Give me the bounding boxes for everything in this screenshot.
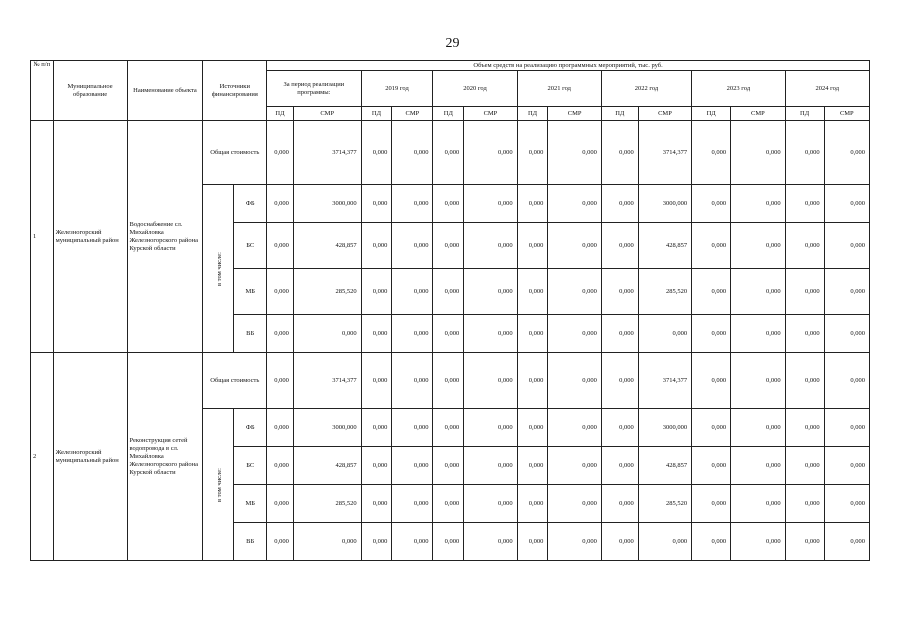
value-cell: 0,000 — [464, 269, 517, 315]
subheader-smr: СМР — [548, 107, 601, 121]
subheader-pd: ПД — [433, 107, 464, 121]
value-cell: 0,000 — [267, 269, 294, 315]
value-cell: 0,000 — [361, 121, 392, 185]
value-cell: 0,000 — [267, 121, 294, 185]
value-cell: 0,000 — [464, 353, 517, 409]
value-cell: 0,000 — [548, 353, 601, 409]
value-cell: 0,000 — [731, 409, 785, 447]
value-cell: 3000,000 — [293, 409, 361, 447]
value-cell: 0,000 — [267, 185, 294, 223]
value-cell: 0,000 — [601, 485, 638, 523]
value-cell: 0,000 — [824, 269, 869, 315]
value-cell: 0,000 — [601, 223, 638, 269]
value-cell: 0,000 — [824, 523, 869, 561]
value-cell: 0,000 — [601, 353, 638, 409]
value-cell: 0,000 — [392, 409, 433, 447]
value-cell: 0,000 — [392, 315, 433, 353]
header-volume: Объем средств на реализацию программных мероприятий, тыс. руб. — [267, 61, 870, 71]
value-cell: 0,000 — [548, 447, 601, 485]
value-cell: 0,000 — [548, 485, 601, 523]
subheader-pd: ПД — [361, 107, 392, 121]
value-cell: 0,000 — [824, 185, 869, 223]
row-num: 1 — [31, 121, 54, 353]
value-cell: 0,000 — [517, 447, 548, 485]
value-cell: 0,000 — [267, 315, 294, 353]
value-cell: 3000,000 — [638, 409, 691, 447]
subheader-smr: СМР — [824, 107, 869, 121]
value-cell: 0,000 — [548, 185, 601, 223]
value-cell: 0,000 — [601, 269, 638, 315]
value-cell: 0,000 — [464, 447, 517, 485]
value-cell: 0,000 — [361, 485, 392, 523]
source-code: БС — [234, 447, 267, 485]
source-code: ВБ — [234, 315, 267, 353]
value-cell: 0,000 — [361, 353, 392, 409]
value-cell: 0,000 — [548, 315, 601, 353]
value-cell: 3714,377 — [293, 121, 361, 185]
source-code: БС — [234, 223, 267, 269]
value-cell: 0,000 — [293, 523, 361, 561]
value-cell: 0,000 — [517, 485, 548, 523]
value-cell: 0,000 — [464, 315, 517, 353]
value-cell: 0,000 — [267, 409, 294, 447]
page-number: 29 — [445, 36, 460, 51]
value-cell: 0,000 — [517, 185, 548, 223]
value-cell: 0,000 — [361, 447, 392, 485]
value-cell: 0,000 — [392, 185, 433, 223]
value-cell: 0,000 — [785, 185, 824, 223]
value-cell: 0,000 — [267, 447, 294, 485]
value-cell: 0,000 — [601, 121, 638, 185]
value-cell: 0,000 — [433, 485, 464, 523]
value-cell: 0,000 — [785, 353, 824, 409]
in-total-label: в том числе: — [216, 467, 224, 502]
value-cell: 0,000 — [517, 523, 548, 561]
value-cell: 0,000 — [464, 523, 517, 561]
source-code: МБ — [234, 485, 267, 523]
value-cell: 0,000 — [464, 223, 517, 269]
period-header: 2024 год — [785, 71, 869, 107]
value-cell: 0,000 — [731, 315, 785, 353]
source-code: ФБ — [234, 409, 267, 447]
value-cell: 3000,000 — [638, 185, 691, 223]
value-cell: 0,000 — [692, 485, 731, 523]
period-header: 2020 год — [433, 71, 517, 107]
value-cell: 0,000 — [293, 315, 361, 353]
value-cell: 0,000 — [785, 223, 824, 269]
source-code: ФБ — [234, 185, 267, 223]
value-cell: 285,520 — [293, 269, 361, 315]
value-cell: 0,000 — [785, 485, 824, 523]
value-cell: 0,000 — [692, 121, 731, 185]
value-cell: 0,000 — [433, 353, 464, 409]
table-row — [31, 121, 870, 185]
value-cell: 0,000 — [433, 523, 464, 561]
subheader-pd: ПД — [785, 107, 824, 121]
value-cell: 3714,377 — [638, 353, 691, 409]
value-cell: 0,000 — [392, 223, 433, 269]
value-cell: 0,000 — [731, 353, 785, 409]
value-cell: 285,520 — [638, 269, 691, 315]
total-label: Общая стоимость — [203, 353, 267, 409]
value-cell: 0,000 — [731, 185, 785, 223]
value-cell: 0,000 — [692, 269, 731, 315]
value-cell: 0,000 — [785, 121, 824, 185]
value-cell: 0,000 — [361, 409, 392, 447]
value-cell: 0,000 — [785, 523, 824, 561]
value-cell: 0,000 — [548, 121, 601, 185]
total-label: Общая стоимость — [203, 121, 267, 185]
value-cell: 0,000 — [267, 485, 294, 523]
period-header: 2023 год — [692, 71, 785, 107]
value-cell: 0,000 — [601, 315, 638, 353]
value-cell: 0,000 — [692, 447, 731, 485]
value-cell: 0,000 — [824, 353, 869, 409]
subheader-smr: СМР — [638, 107, 691, 121]
row-num: 2 — [31, 353, 54, 561]
value-cell: 0,000 — [517, 353, 548, 409]
value-cell: 0,000 — [548, 523, 601, 561]
row-municipality: Железногорский муниципальный район — [53, 121, 127, 353]
value-cell: 0,000 — [638, 523, 691, 561]
value-cell: 0,000 — [392, 121, 433, 185]
value-cell: 0,000 — [361, 315, 392, 353]
in-total-label-cell — [203, 409, 234, 561]
header-municipality: Муниципальное образование — [53, 61, 127, 121]
value-cell: 0,000 — [731, 223, 785, 269]
value-cell: 3714,377 — [638, 121, 691, 185]
value-cell: 0,000 — [692, 409, 731, 447]
value-cell: 0,000 — [785, 315, 824, 353]
value-cell: 0,000 — [638, 315, 691, 353]
period-header: 2022 год — [601, 71, 691, 107]
value-cell: 0,000 — [692, 223, 731, 269]
subheader-smr: СМР — [464, 107, 517, 121]
subheader-smr: СМР — [293, 107, 361, 121]
value-cell: 0,000 — [433, 447, 464, 485]
header-sources: Источники финансирования — [203, 61, 267, 121]
value-cell: 0,000 — [392, 447, 433, 485]
value-cell: 0,000 — [785, 447, 824, 485]
value-cell: 0,000 — [785, 269, 824, 315]
value-cell: 0,000 — [267, 523, 294, 561]
value-cell: 0,000 — [601, 447, 638, 485]
subheader-pd: ПД — [517, 107, 548, 121]
in-total-label: в том числе: — [216, 251, 224, 286]
value-cell: 0,000 — [433, 185, 464, 223]
value-cell: 0,000 — [361, 269, 392, 315]
value-cell: 0,000 — [785, 409, 824, 447]
value-cell: 0,000 — [392, 353, 433, 409]
value-cell: 0,000 — [517, 269, 548, 315]
value-cell: 0,000 — [548, 269, 601, 315]
value-cell: 0,000 — [692, 185, 731, 223]
value-cell: 428,857 — [293, 447, 361, 485]
financing-table — [30, 60, 870, 561]
value-cell: 0,000 — [601, 185, 638, 223]
value-cell: 285,520 — [638, 485, 691, 523]
value-cell: 0,000 — [433, 121, 464, 185]
value-cell: 0,000 — [692, 315, 731, 353]
value-cell: 0,000 — [464, 409, 517, 447]
table-row — [31, 353, 870, 409]
value-cell: 0,000 — [548, 223, 601, 269]
subheader-pd: ПД — [601, 107, 638, 121]
row-municipality: Железногорский муниципальный район — [53, 353, 127, 561]
value-cell: 0,000 — [517, 121, 548, 185]
value-cell: 0,000 — [433, 315, 464, 353]
row-object: Реконструкция сетей водопровода в сл. Михайловка Железногорского района Курской области — [127, 353, 203, 561]
value-cell: 0,000 — [392, 269, 433, 315]
value-cell: 0,000 — [692, 353, 731, 409]
value-cell: 0,000 — [601, 409, 638, 447]
value-cell: 428,857 — [638, 223, 691, 269]
value-cell: 3000,000 — [293, 185, 361, 223]
subheader-smr: СМР — [392, 107, 433, 121]
value-cell: 0,000 — [731, 121, 785, 185]
value-cell: 0,000 — [464, 185, 517, 223]
value-cell: 0,000 — [517, 223, 548, 269]
value-cell: 0,000 — [731, 447, 785, 485]
header-num: № п/п — [31, 61, 54, 121]
value-cell: 428,857 — [293, 223, 361, 269]
value-cell: 0,000 — [731, 523, 785, 561]
value-cell: 0,000 — [731, 269, 785, 315]
value-cell: 0,000 — [824, 409, 869, 447]
value-cell: 0,000 — [517, 409, 548, 447]
source-code: МБ — [234, 269, 267, 315]
value-cell: 0,000 — [824, 485, 869, 523]
value-cell: 0,000 — [464, 485, 517, 523]
table-body — [31, 61, 870, 561]
value-cell: 0,000 — [548, 409, 601, 447]
value-cell: 0,000 — [692, 523, 731, 561]
subheader-smr: СМР — [731, 107, 785, 121]
value-cell: 0,000 — [517, 315, 548, 353]
value-cell: 0,000 — [433, 223, 464, 269]
value-cell: 3714,377 — [293, 353, 361, 409]
value-cell: 0,000 — [601, 523, 638, 561]
value-cell: 0,000 — [267, 353, 294, 409]
value-cell: 0,000 — [824, 315, 869, 353]
value-cell: 0,000 — [267, 223, 294, 269]
value-cell: 0,000 — [361, 523, 392, 561]
header-object: Наименование объекта — [127, 61, 203, 121]
value-cell: 0,000 — [464, 121, 517, 185]
value-cell: 0,000 — [433, 269, 464, 315]
value-cell: 0,000 — [361, 185, 392, 223]
value-cell: 285,520 — [293, 485, 361, 523]
row-object: Водоснабжение сл. Михайловка Железногорского района Курской области — [127, 121, 203, 353]
period-header: За период реализации программы: — [267, 71, 361, 107]
value-cell: 0,000 — [824, 447, 869, 485]
period-header: 2019 год — [361, 71, 433, 107]
subheader-pd: ПД — [692, 107, 731, 121]
value-cell: 0,000 — [824, 121, 869, 185]
subheader-pd: ПД — [267, 107, 294, 121]
period-header: 2021 год — [517, 71, 601, 107]
value-cell: 0,000 — [824, 223, 869, 269]
value-cell: 428,857 — [638, 447, 691, 485]
value-cell: 0,000 — [731, 485, 785, 523]
source-code: ВБ — [234, 523, 267, 561]
value-cell: 0,000 — [392, 523, 433, 561]
value-cell: 0,000 — [361, 223, 392, 269]
value-cell: 0,000 — [433, 409, 464, 447]
in-total-label-cell — [203, 185, 234, 353]
value-cell: 0,000 — [392, 485, 433, 523]
